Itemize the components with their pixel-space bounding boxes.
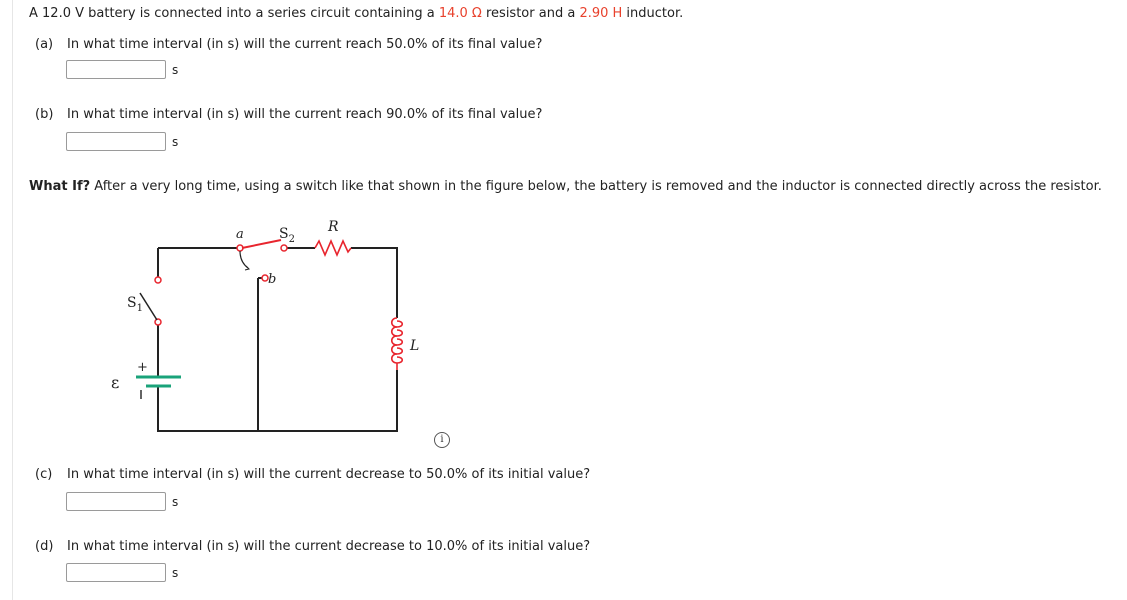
question-b-text: In what time interval (in s) will the current reach 90.0% of its final value? bbox=[67, 107, 543, 122]
circuit-figure bbox=[100, 210, 440, 440]
answer-c-unit: s bbox=[172, 494, 179, 509]
problem-statement bbox=[29, 6, 683, 21]
answer-b bbox=[66, 132, 178, 151]
question-a-text: In what time interval (in s) will the current reach 50.0% of its final value? bbox=[67, 37, 543, 52]
answer-d bbox=[66, 563, 178, 582]
inductor-symbol bbox=[392, 318, 403, 370]
answer-b-unit: s bbox=[172, 134, 179, 149]
label-s1: $S_1$ bbox=[127, 295, 143, 314]
question-c-text: In what time interval (in s) will the current decrease to 50.0% of its initial value? bbox=[67, 467, 591, 482]
label-a: a bbox=[236, 227, 244, 242]
label-l: L bbox=[410, 338, 420, 354]
label-s2: $S_2$ bbox=[279, 226, 295, 245]
question-d-text: In what time interval (in s) will the current decrease to 10.0% of its initial value? bbox=[67, 539, 591, 554]
battery-symbol bbox=[136, 377, 181, 386]
answer-d-input[interactable] bbox=[66, 563, 166, 582]
intro-prefix: A 12.0 V battery is connected into a series circuit containing a bbox=[29, 6, 439, 21]
answer-d-unit: s bbox=[172, 565, 179, 580]
label-emf: ε bbox=[111, 373, 120, 392]
resistance-value: 14.0 Ω bbox=[438, 6, 482, 21]
answer-c-input[interactable] bbox=[66, 492, 166, 511]
what-if-statement bbox=[29, 179, 1102, 194]
question-b bbox=[35, 107, 542, 122]
label-plus: + bbox=[137, 360, 148, 375]
what-if-heading: What If? bbox=[29, 179, 91, 194]
question-c-label: (c) bbox=[35, 467, 53, 482]
what-if-text: After a very long time, using a switch like that shown in the figure below, the battery is removed and the inductor is connected directly across the resistor. bbox=[90, 179, 1102, 194]
intro-middle: resistor and a bbox=[481, 6, 580, 21]
question-a-label: (a) bbox=[35, 37, 54, 52]
label-b: b bbox=[268, 272, 277, 287]
answer-a-input[interactable] bbox=[66, 60, 166, 79]
question-d bbox=[35, 539, 590, 554]
switch-s2 bbox=[237, 240, 287, 281]
label-r: R bbox=[328, 219, 339, 235]
info-icon[interactable]: i bbox=[434, 432, 450, 448]
answer-b-input[interactable] bbox=[66, 132, 166, 151]
question-a bbox=[35, 37, 542, 52]
question-b-label: (b) bbox=[35, 107, 54, 122]
intro-suffix: inductor. bbox=[622, 6, 684, 21]
switch-s1 bbox=[140, 277, 161, 325]
inductance-value: 2.90 H bbox=[579, 6, 623, 21]
answer-c bbox=[66, 492, 178, 511]
question-d-label: (d) bbox=[35, 539, 54, 554]
left-border bbox=[12, 0, 13, 600]
question-c bbox=[35, 467, 590, 482]
answer-a bbox=[66, 60, 178, 79]
resistor-symbol bbox=[315, 241, 351, 255]
answer-a-unit: s bbox=[172, 62, 179, 77]
